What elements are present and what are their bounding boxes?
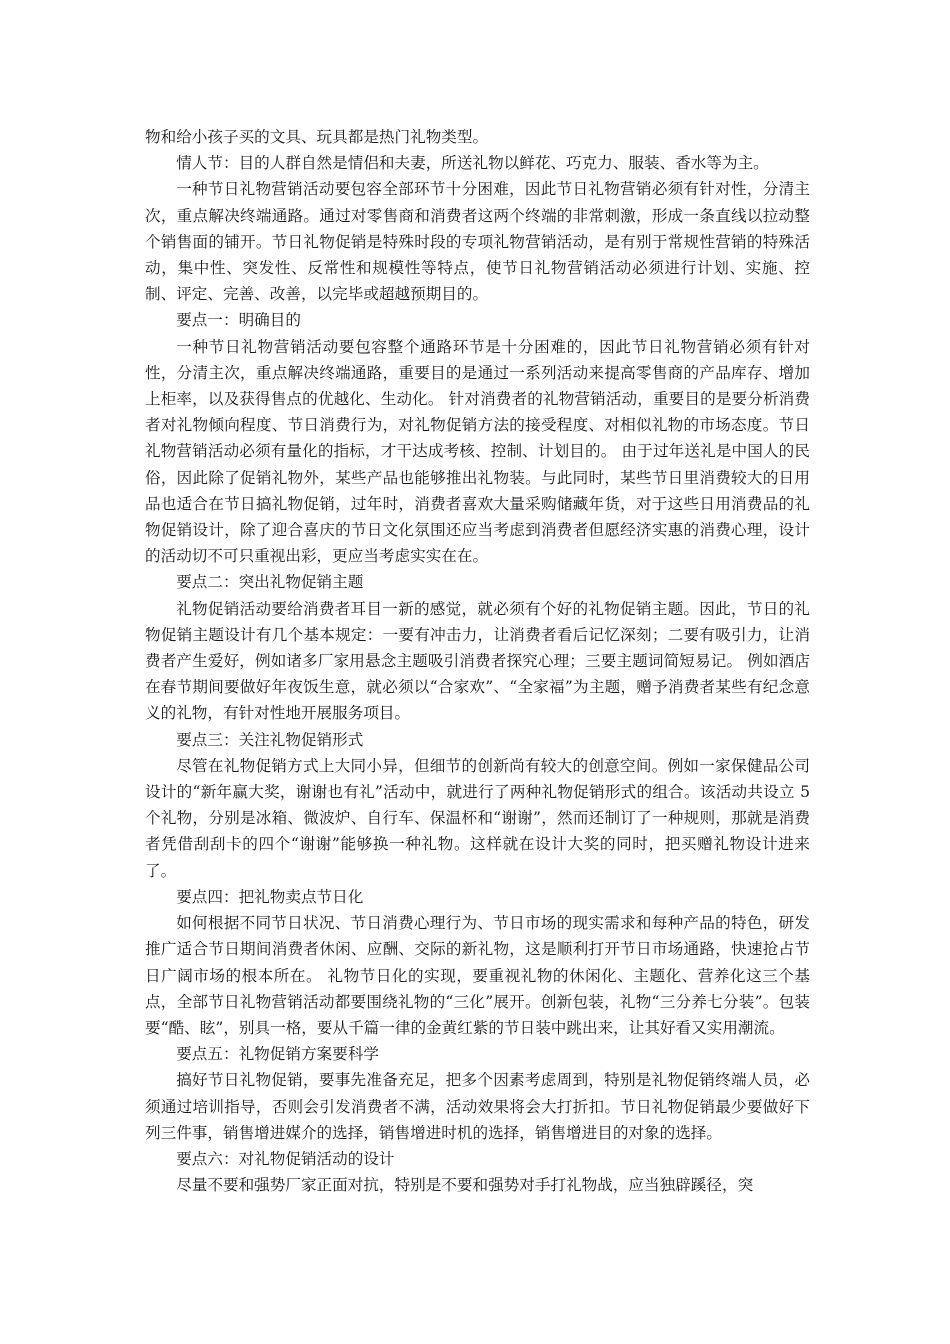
heading-point-6: 要点六：对礼物促销活动的设计	[176, 1149, 395, 1168]
paragraph-point-5: 搞好节日礼物促销，要事先准备充足，把多个因素考虑周到，特别是礼物促销终端人员，必须通过培训指导，否则会引发消费者不满，活动效果将会大打折扣。节日礼物促销最少要做好下列三件事，销售增进媒介的选择，销售增进时机的选择，销售增进目的对象的选择。	[145, 1071, 810, 1142]
heading-point-5: 要点五：礼物促销方案要科学	[176, 1045, 379, 1064]
paragraph-point-4: 如何根据不同节日状况、节日消费心理行为、节日市场的现实需求和每种产品的特色，研发推广适合节日期间消费者休闲、应酬、交际的新礼物，这是顺利打开节日市场通路，快速抢占节日广阔市场的根本所在。 礼物节日化的实现，要重视礼物的休闲化、主题化、营养化这三个基点，全部节日礼物营销活动都要围绕礼物的“三化”展开。创新包装，礼物“三分养七分装”。包装要“酷、眩”，别具一格，要从千篇一律的金黄红紫的节日装中跳出来，让其好看又实用潮流。	[145, 914, 810, 1037]
paragraph-point-6: 尽量不要和强势厂家正面对抗，特别是不要和强势对手打礼物战，应当独辟蹊径，突	[176, 1176, 754, 1195]
heading-point-1: 要点一：明确目的	[176, 311, 301, 330]
paragraph-point-2: 礼物促销活动要给消费者耳目一新的感觉，就必须有个好的礼物促销主题。因此，节日的礼物促销主题设计有几个基本规定：一要有冲击力，让消费者看后记忆深刻；二要有吸引力，让消费者产生爱好，例如诸多厂家用悬念主题吸引消费者探究心理；三要主题词简短易记。 例如酒店在春节期间要做好年夜饭生意，就必须以“合家欢”、“全家福”为主题，赠予消费者某些有纪念意义的礼物，有针对性地开展服务项目。	[145, 599, 810, 723]
document-page	[145, 124, 810, 1198]
heading-point-2: 要点二：突出礼物促销主题	[176, 573, 364, 592]
heading-point-4: 要点四：把礼物卖点节日化	[176, 887, 364, 906]
heading-point-3: 要点三：关注礼物促销形式	[176, 730, 364, 749]
paragraph-intro: 一种节日礼物营销活动要包容全部环节十分困难，因此节日礼物营销必须有针对性，分清主次，重点解决终端通路。通过对零售商和消费者这两个终端的非常刺激，形成一条直线以拉动整个销售面的铺开。节日礼物促销是特殊时段的专项礼物营销活动，是有别于常规性营销的特殊活动，集中性、突发性、反常性和规模性等特点，使节日礼物营销活动必须进行计划、实施、控制、评定、完善、改善，以完毕或超越预期目的。	[145, 180, 810, 304]
paragraph-valentines-day: 情人节：目的人群自然是情侣和夫妻，所送礼物以鲜花、巧克力、服装、香水等为主。	[176, 154, 769, 173]
paragraph-point-1: 一种节日礼物营销活动要包容整个通路环节是十分困难的，因此节日礼物营销必须有针对性，分清主次，重点解决终端通路，重要目的是通过一系列活动来提高零售商的产品库存、增加上柜率，以及获得售点的优越化、生动化。 针对消费者的礼物营销活动，重要目的是要分析消费者对礼物倾向程度、节日消费行为，对礼物促销方法的接受程度、对相似礼物的市场态度。节日礼物营销活动必须有量化的指标，才干达成考核、控制、计划目的。 由于过年送礼是中国人的民俗，因此除了促销礼物外，某些产品也能够推出礼物装。与此同时，某些节日里消费较大的日用品也适合在节日搞礼物促销，过年时，消费者喜欢大量采购储藏年货，对于这些日用消费品的礼物促销设计，除了迎合喜庆的节日文化氛围还应当考虑到消费者但愿经济实惠的消费心理，设计的活动切不可只重视出彩，更应当考虑实实在在。	[145, 337, 810, 566]
paragraph-continuation: 物和给小孩子买的文具、玩具都是热门礼物类型。	[145, 128, 489, 146]
paragraph-point-3: 尽管在礼物促销方式上大同小异，但细节的创新尚有较大的创意空间。例如一家保健品公司设计的“新年赢大奖，谢谢也有礼”活动中，就进行了两种礼物促销形式的组合。该活动共设立 5个礼物，分别是冰箱、微波炉、自行车、保温杯和“谢谢”，然而还制订了一种规则，那就是消费者凭借刮刮卡的四个“谢谢”能够换一种礼物。这样就在设计大奖的同时，把买赠礼物设计进来了。	[145, 756, 810, 880]
